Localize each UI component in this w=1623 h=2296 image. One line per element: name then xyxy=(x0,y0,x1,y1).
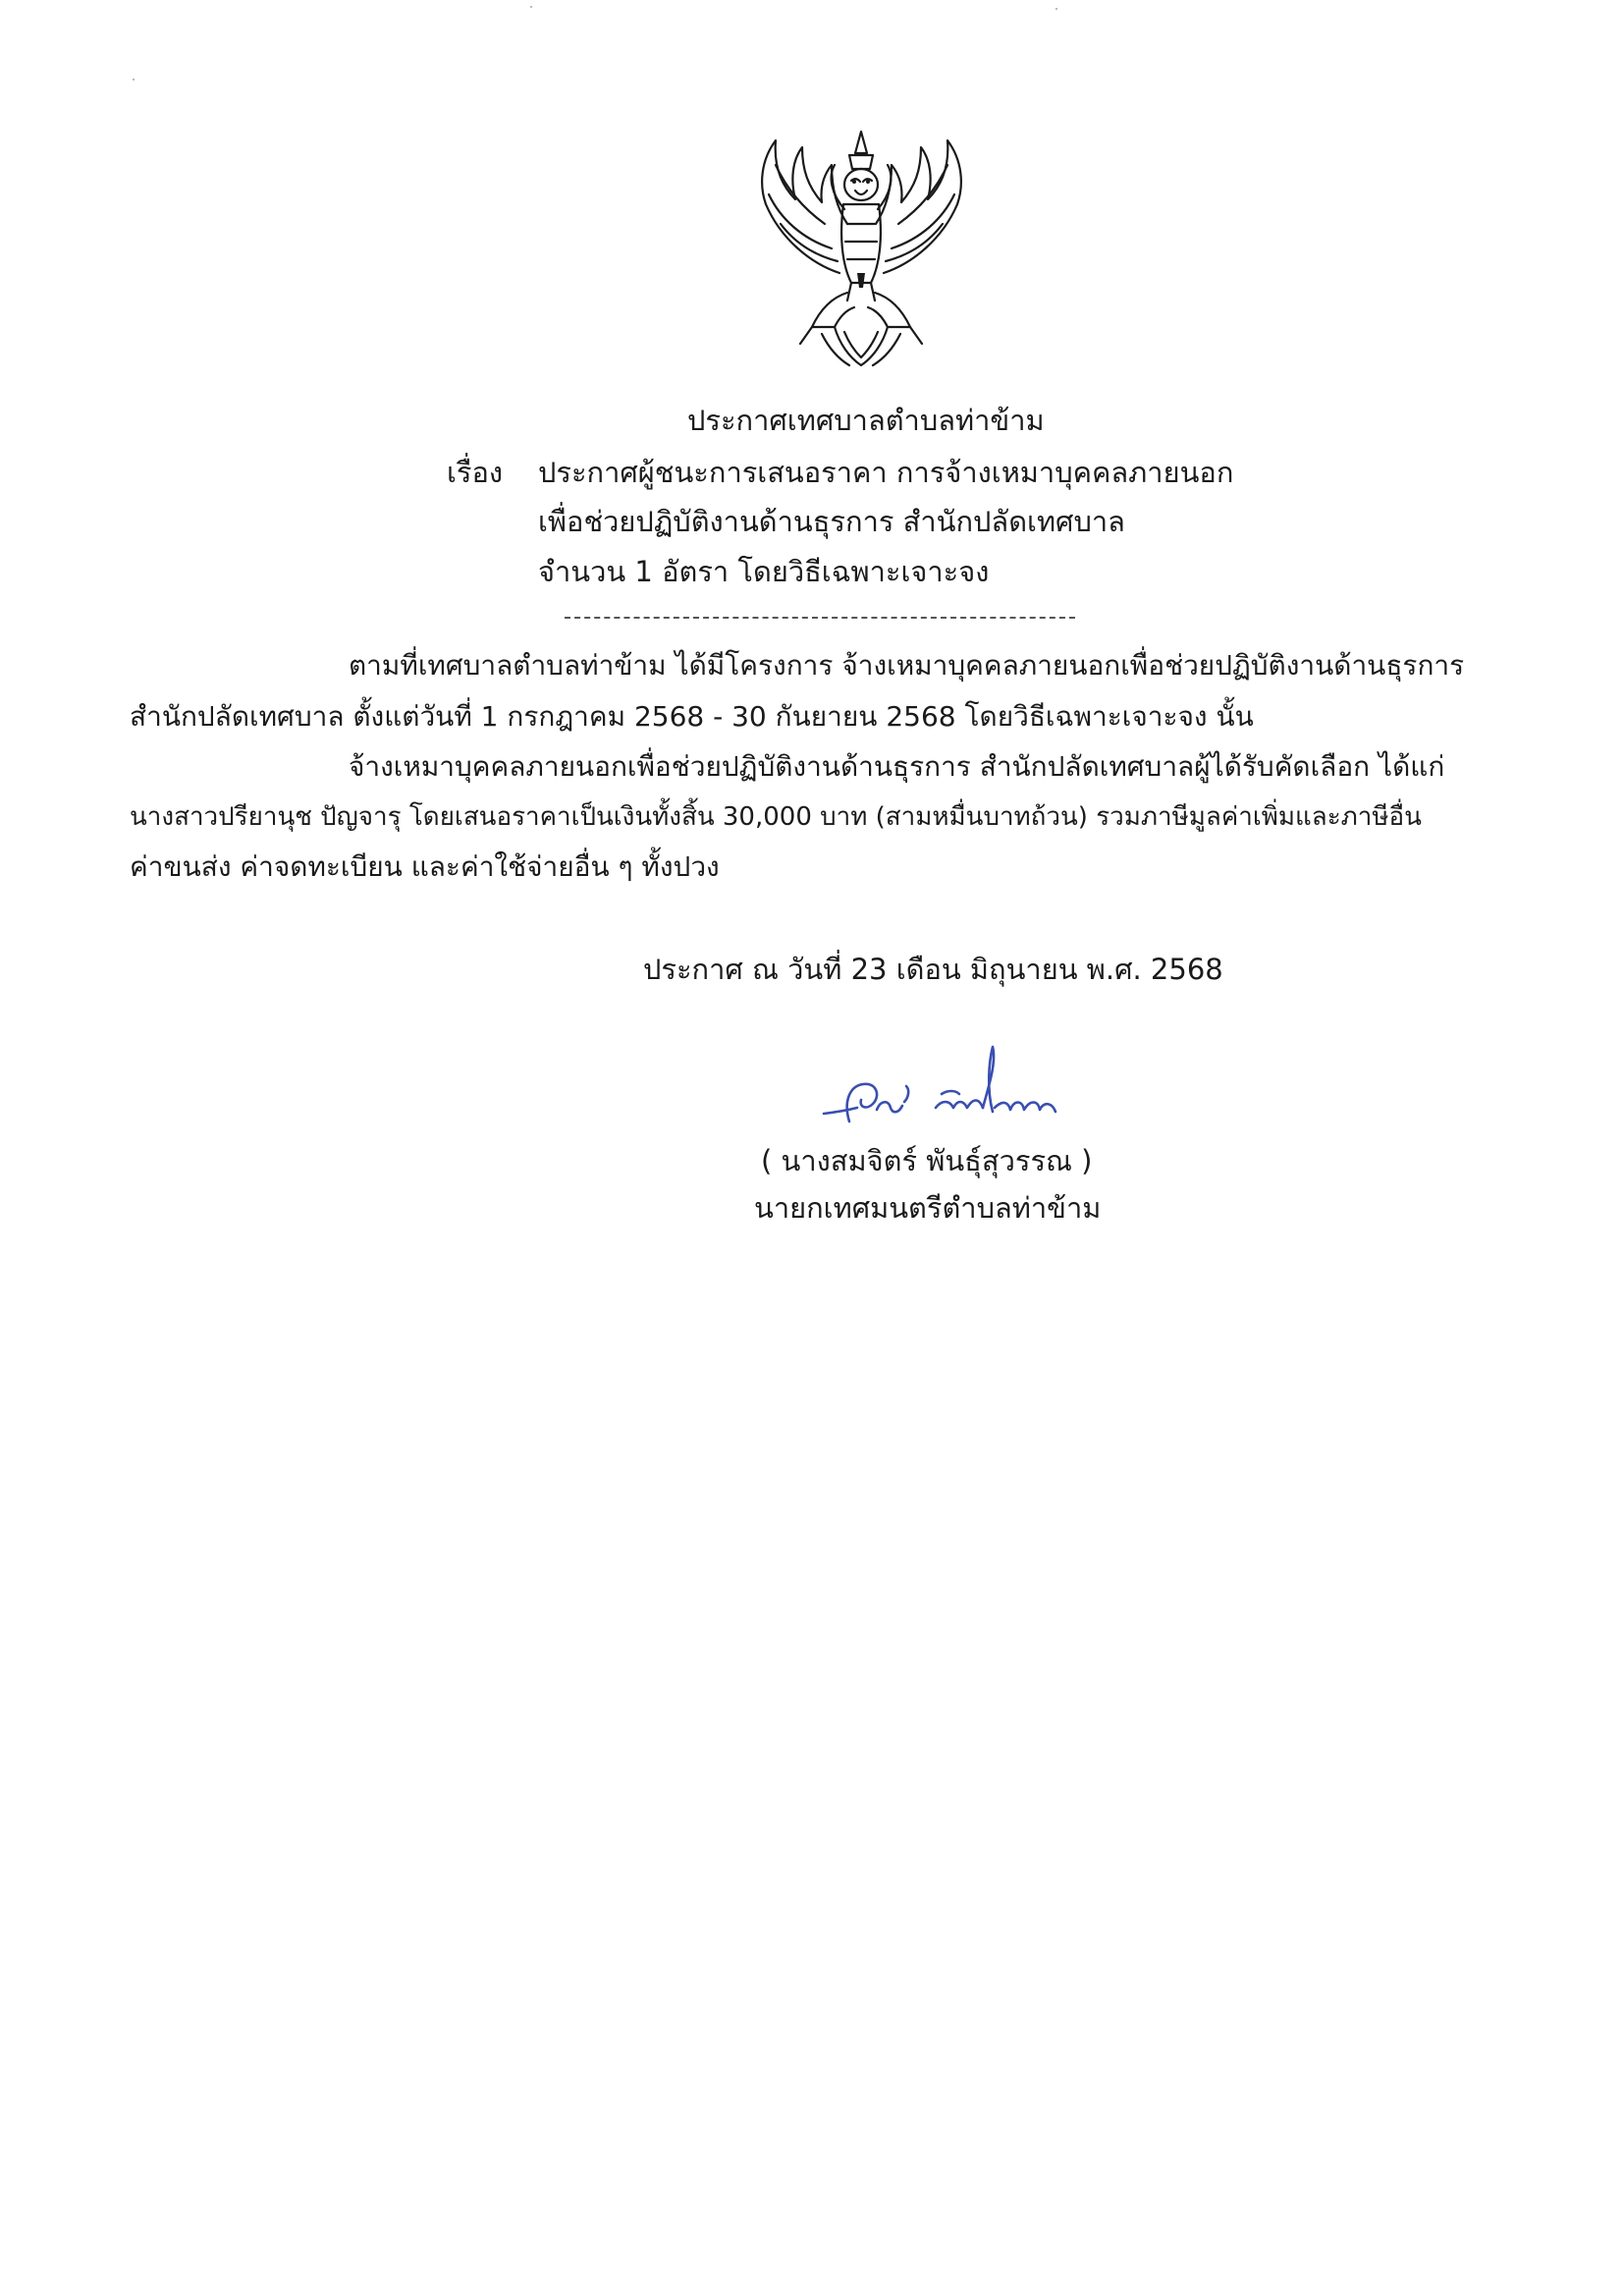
body-line: จ้างเหมาบุคคลภายนอกเพื่อช่วยปฏิบัติงานด้านธุรการ สำนักปลัดเทศบาลผู้ได้รับคัดเลือก ได้แก่ xyxy=(349,750,1445,783)
scan-speck xyxy=(133,79,135,81)
subject-label: เรื่อง xyxy=(447,456,504,489)
announcement-date: ประกาศ ณ วันที่ 23 เดือน มิถุนายน พ.ศ. 2568 xyxy=(643,953,1223,986)
subject-line: ประกาศผู้ชนะการเสนอราคา การจ้างเหมาบุคคลภายนอก xyxy=(538,456,1234,489)
body-line: สำนักปลัดเทศบาล ตั้งแต่วันที่ 1 กรกฎาคม 2568 - 30 กันยายน 2568 โดยวิธีเฉพาะเจาะจง นั้น xyxy=(130,700,1254,733)
announcement-title: ประกาศเทศบาลตำบลท่าข้าม xyxy=(687,404,1045,437)
scan-speck xyxy=(530,6,532,8)
handwritten-signature-icon xyxy=(820,1043,1075,1151)
body-line: นางสาวปรียานุช ปัญจารุ โดยเสนอราคาเป็นเงินทั้งสิ้น 30,000 บาท (สามหมื่นบาทถ้วน) รวมภาษีมูลค่าเพิ่มและภาษีอื่น xyxy=(130,802,1422,832)
signatory-name: ( นางสมจิตร์ พันธุ์สุวรรณ ) xyxy=(761,1144,1093,1177)
signatory-position: นายกเทศมนตรีตำบลท่าข้าม xyxy=(754,1191,1102,1225)
body-line: ค่าขนส่ง ค่าจดทะเบียน และค่าใช้จ่ายอื่น ๆ ทั้งปวง xyxy=(130,850,720,883)
subject-line: เพื่อช่วยปฏิบัติงานด้านธุรการ สำนักปลัดเทศบาล xyxy=(538,505,1125,538)
garuda-emblem-icon xyxy=(741,126,982,371)
body-line: ตามที่เทศบาลตำบลท่าข้าม ได้มีโครงการ จ้างเหมาบุคคลภายนอกเพื่อช่วยปฏิบัติงานด้านธุรการ xyxy=(349,649,1465,682)
scan-speck xyxy=(1055,8,1057,10)
header-divider xyxy=(565,617,1075,619)
subject-line: จำนวน 1 อัตรา โดยวิธีเฉพาะเจาะจง xyxy=(538,555,990,588)
